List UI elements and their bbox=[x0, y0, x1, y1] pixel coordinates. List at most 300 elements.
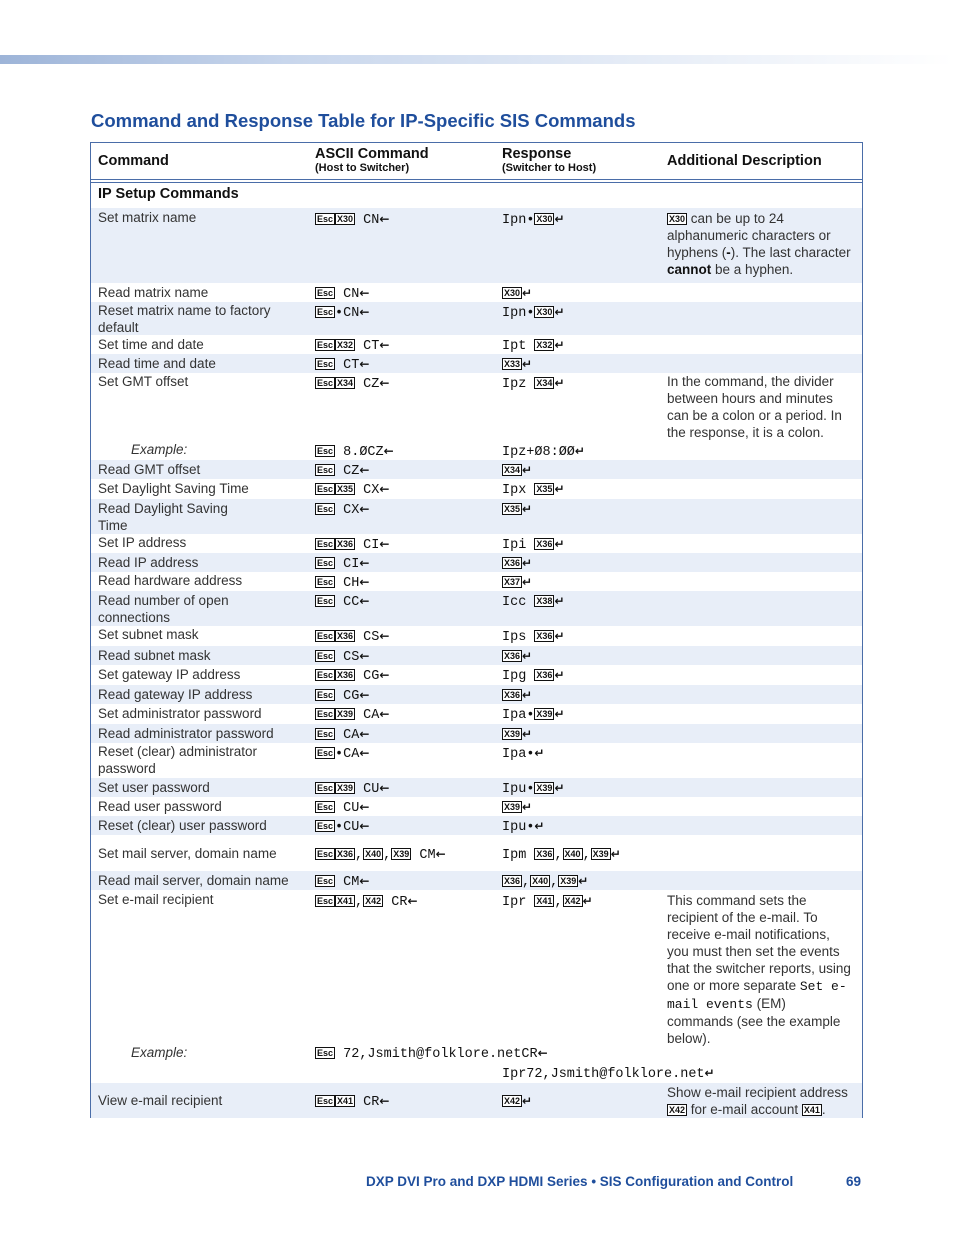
enter-arrow-icon: ← bbox=[359, 649, 370, 663]
variable-key: X36 bbox=[536, 849, 553, 859]
ascii-text: CZ bbox=[363, 377, 380, 392]
variable-key: X38 bbox=[536, 596, 553, 606]
ascii-command bbox=[315, 705, 389, 725]
return-arrow-icon: ↵ bbox=[522, 649, 533, 663]
ascii-text: CX bbox=[363, 483, 380, 498]
variable-key: X39 bbox=[393, 849, 410, 859]
variable-key: X42 bbox=[669, 1105, 686, 1115]
response-text bbox=[502, 336, 565, 356]
command-label: Set mail server, domain name bbox=[98, 846, 277, 861]
command-label: Read subnet mask bbox=[98, 648, 211, 663]
response-code: Ips bbox=[502, 630, 527, 645]
command-label: Set subnet mask bbox=[98, 627, 199, 642]
ascii-command bbox=[315, 374, 389, 394]
ascii-text: CX bbox=[343, 503, 360, 518]
space-bullet: • bbox=[526, 213, 535, 228]
ascii-text: CN bbox=[343, 287, 360, 302]
esc-key-icon: Esc bbox=[317, 378, 334, 388]
response-text bbox=[502, 355, 532, 375]
return-arrow-icon: ↵ bbox=[554, 594, 565, 608]
command-label: Reset (clear) user password bbox=[98, 818, 267, 833]
enter-arrow-icon: ← bbox=[359, 305, 370, 319]
variable-key: X32 bbox=[337, 340, 354, 350]
enter-arrow-icon: ← bbox=[359, 800, 370, 814]
command-label: Read hardware address bbox=[98, 573, 243, 588]
enter-arrow-icon: ← bbox=[379, 707, 390, 721]
response-code: Ipi bbox=[502, 538, 527, 553]
response-code: Ipu bbox=[502, 820, 527, 835]
space-bullet: • bbox=[526, 306, 535, 321]
description-text: can be up to 24 alphanumeric characters or hyphens ( bbox=[667, 211, 831, 260]
variable-key: X34 bbox=[536, 378, 553, 388]
table-row bbox=[91, 816, 862, 835]
table-row bbox=[91, 335, 862, 354]
response-text bbox=[502, 647, 532, 667]
variable-key: X40 bbox=[532, 876, 549, 886]
return-arrow-icon: ↵ bbox=[610, 847, 621, 861]
command-label: Set gateway IP address bbox=[98, 667, 241, 682]
table-row bbox=[91, 373, 862, 441]
enter-arrow-icon: ← bbox=[379, 482, 390, 496]
page-number: 69 bbox=[846, 1174, 862, 1189]
response-code: Ipn bbox=[502, 306, 527, 321]
section-title: IP Setup Commands bbox=[98, 186, 239, 202]
response-text bbox=[502, 1092, 532, 1112]
enter-arrow-icon: ← bbox=[359, 594, 370, 608]
esc-key-icon: Esc bbox=[317, 729, 334, 739]
response-text bbox=[502, 686, 532, 706]
esc-key-icon: Esc bbox=[317, 670, 334, 680]
response-text: Ipm X36 , X40 , X39 ↵ bbox=[502, 847, 621, 863]
ascii-command bbox=[315, 686, 369, 706]
variable-key: X37 bbox=[504, 577, 521, 587]
response-code: Ipm bbox=[502, 848, 527, 863]
description-hyphen: - bbox=[726, 245, 731, 260]
footer-title: DXP DVI Pro and DXP HDMI Series • SIS Configuration and Control bbox=[366, 1174, 794, 1189]
response-code: Ipr72,Jsmith@folklore.net bbox=[502, 1067, 705, 1082]
ascii-text: CR bbox=[391, 895, 408, 910]
command-label: Read time and date bbox=[98, 356, 216, 371]
variable-key: X39 bbox=[536, 709, 553, 719]
variable-key: X30 bbox=[669, 214, 686, 224]
command-label: Read IP address bbox=[98, 555, 199, 570]
table-row bbox=[91, 778, 862, 797]
esc-key-icon: Esc bbox=[317, 340, 334, 350]
variable-key: X36 bbox=[536, 670, 553, 680]
ascii-text: CH bbox=[343, 576, 360, 591]
command-label: Read matrix name bbox=[98, 285, 209, 300]
response-text bbox=[502, 1064, 715, 1084]
ascii-command bbox=[315, 303, 369, 323]
variable-key: X40 bbox=[365, 849, 382, 859]
return-arrow-icon: ↵ bbox=[534, 746, 545, 760]
description-command: Set e-mail events bbox=[667, 979, 847, 1012]
ascii-command bbox=[315, 872, 369, 892]
enter-arrow-icon: ← bbox=[379, 781, 390, 795]
return-arrow-icon: ↵ bbox=[522, 575, 533, 589]
response-text bbox=[502, 374, 565, 394]
table-row bbox=[91, 283, 862, 302]
table-row bbox=[91, 797, 862, 816]
response-code: Ipz bbox=[502, 377, 527, 392]
command-label: Read Daylight Saving Time bbox=[98, 501, 228, 533]
enter-arrow-icon: ← bbox=[379, 1094, 390, 1108]
command-label: Read number of open connections bbox=[98, 593, 229, 625]
response-text bbox=[502, 798, 532, 818]
ascii-text: CI bbox=[343, 557, 360, 572]
ascii-text: CR bbox=[363, 1095, 380, 1110]
table-row bbox=[91, 479, 862, 499]
variable-key: X30 bbox=[337, 214, 354, 224]
command-label: Read mail server, domain name bbox=[98, 873, 289, 888]
response-code: Ipg bbox=[502, 669, 527, 684]
esc-key-icon: Esc bbox=[317, 539, 334, 549]
enter-arrow-icon: ← bbox=[359, 819, 370, 833]
variable-key: X41 bbox=[337, 1096, 354, 1106]
return-arrow-icon: ↵ bbox=[554, 482, 565, 496]
ascii-text: CT bbox=[363, 339, 380, 354]
enter-arrow-icon: ← bbox=[359, 463, 370, 477]
enter-arrow-icon: ← bbox=[379, 212, 390, 226]
response-text bbox=[502, 744, 544, 764]
table-row bbox=[91, 724, 862, 743]
space-bullet: • bbox=[335, 306, 344, 321]
ascii-text: CU bbox=[343, 801, 360, 816]
esc-key-icon: Esc bbox=[317, 307, 334, 317]
response-code: Ipn bbox=[502, 213, 527, 228]
response-text: X36 , X40 , X39 ↵ bbox=[504, 874, 589, 890]
return-arrow-icon: ↵ bbox=[554, 212, 565, 226]
table-row bbox=[91, 591, 862, 626]
variable-key: X35 bbox=[337, 484, 354, 494]
variable-key: X36 bbox=[337, 631, 354, 641]
header-response bbox=[502, 146, 596, 174]
ascii-command bbox=[315, 336, 389, 356]
table-row bbox=[91, 626, 862, 646]
top-gradient-bar bbox=[0, 55, 954, 64]
variable-key: X32 bbox=[536, 340, 553, 350]
ascii-text: CZ bbox=[343, 464, 360, 479]
ascii-command bbox=[315, 461, 369, 481]
ascii-text: CT bbox=[343, 358, 360, 373]
variable-key: X34 bbox=[337, 378, 354, 388]
ascii-command bbox=[315, 480, 389, 500]
response-code: Icc bbox=[502, 595, 527, 610]
variable-key: X39 bbox=[337, 783, 354, 793]
ascii-command bbox=[315, 1092, 389, 1112]
variable-key: X36 bbox=[504, 690, 521, 700]
esc-key-icon: Esc bbox=[317, 876, 334, 886]
return-arrow-icon: ↵ bbox=[554, 338, 565, 352]
return-arrow-icon: ↵ bbox=[522, 800, 533, 814]
command-label: Set time and date bbox=[98, 337, 204, 352]
response-code: Ipz+Ø8:ØØ bbox=[502, 445, 575, 460]
command-label: Reset matrix name to factory default bbox=[98, 303, 271, 335]
return-arrow-icon: ↵ bbox=[554, 376, 565, 390]
table-row bbox=[91, 553, 862, 572]
ascii-text: CU bbox=[363, 782, 380, 797]
esc-key-icon: Esc bbox=[317, 465, 334, 475]
response-text bbox=[502, 779, 565, 799]
response-code: Ipu bbox=[502, 782, 527, 797]
response-text bbox=[502, 442, 585, 462]
response-text bbox=[502, 666, 565, 686]
command-label: Read gateway IP address bbox=[98, 687, 253, 702]
space-bullet: • bbox=[526, 708, 535, 723]
variable-key: X42 bbox=[365, 896, 382, 906]
response-text bbox=[502, 725, 532, 745]
ascii-command bbox=[315, 744, 369, 764]
description-text: . bbox=[821, 1102, 826, 1117]
enter-arrow-icon: ← bbox=[359, 746, 370, 760]
enter-arrow-icon: ← bbox=[359, 286, 370, 300]
command-label: Set GMT offset bbox=[98, 374, 189, 389]
ascii-text: CI bbox=[363, 538, 380, 553]
header-ascii-label: ASCII Command bbox=[315, 146, 429, 162]
response-code: Ipr bbox=[502, 895, 527, 910]
ascii-text: 8.ØCZ bbox=[343, 445, 384, 460]
variable-key: X36 bbox=[536, 539, 553, 549]
enter-arrow-icon: ← bbox=[379, 629, 390, 643]
variable-key: X34 bbox=[504, 465, 521, 475]
esc-key-icon: Esc bbox=[317, 690, 334, 700]
variable-key: X35 bbox=[504, 504, 521, 514]
ascii-text: CG bbox=[363, 669, 380, 684]
ascii-text: CN bbox=[343, 306, 360, 321]
enter-arrow-icon: ← bbox=[407, 894, 418, 908]
variable-key: X36 bbox=[504, 651, 521, 661]
return-arrow-icon: ↵ bbox=[554, 305, 565, 319]
esc-key-icon: Esc bbox=[317, 596, 334, 606]
space-bullet: • bbox=[526, 782, 535, 797]
variable-key: X39 bbox=[560, 876, 577, 886]
variable-key: X40 bbox=[564, 849, 581, 859]
header-ascii-sub: (Host to Switcher) bbox=[315, 162, 410, 174]
response-text bbox=[502, 817, 544, 837]
response-code: Ipx bbox=[502, 483, 527, 498]
ascii-command bbox=[315, 725, 369, 745]
return-arrow-icon: ↵ bbox=[522, 727, 533, 741]
header-response-sub: (Switcher to Host) bbox=[502, 162, 597, 174]
ascii-text: CN bbox=[363, 213, 380, 228]
ascii-command bbox=[315, 647, 369, 667]
variable-key: X42 bbox=[504, 1096, 521, 1106]
ascii-text: CS bbox=[343, 650, 360, 665]
table-row bbox=[91, 441, 862, 460]
command-table bbox=[90, 142, 863, 1118]
command-label: Reset (clear) administrator password bbox=[98, 744, 258, 776]
enter-arrow-icon: ← bbox=[359, 727, 370, 741]
enter-arrow-icon: ← bbox=[379, 376, 390, 390]
response-code: Ipt bbox=[502, 339, 527, 354]
ascii-text: CM bbox=[419, 848, 436, 863]
response-text bbox=[502, 284, 532, 304]
enter-arrow-icon: ← bbox=[435, 847, 446, 861]
return-arrow-icon: ↵ bbox=[554, 629, 565, 643]
table-row bbox=[91, 208, 862, 283]
description-text: This command sets the recipient of the e-mail. To receive e-mail notifications, you must then set the events that the switcher reports, using one or more separate bbox=[667, 893, 851, 993]
return-arrow-icon: ↵ bbox=[522, 556, 533, 570]
response-code: Ipa bbox=[502, 747, 527, 762]
description bbox=[667, 1084, 859, 1118]
return-arrow-icon: ↵ bbox=[554, 668, 565, 682]
description bbox=[667, 892, 851, 1047]
description-text: for e-mail account bbox=[690, 1102, 799, 1117]
command-label: Set administrator password bbox=[98, 706, 262, 721]
description-text: ). The last character bbox=[730, 245, 851, 260]
variable-key: X30 bbox=[536, 307, 553, 317]
description-text: Show e-mail recipient address bbox=[667, 1085, 848, 1100]
ascii-text: CM bbox=[343, 875, 360, 890]
enter-arrow-icon: ← bbox=[359, 575, 370, 589]
response-text: Ipr X41 , X42 ↵ bbox=[502, 894, 593, 910]
variable-key: X36 bbox=[536, 631, 553, 641]
table-row bbox=[91, 665, 862, 685]
table-row bbox=[91, 685, 862, 704]
esc-key-icon: Esc bbox=[317, 504, 334, 514]
space-bullet: • bbox=[335, 747, 344, 762]
page-title: Command and Response Table for IP-Specific SIS Commands bbox=[91, 110, 636, 131]
response-text bbox=[502, 535, 565, 555]
command-label: Set e-mail recipient bbox=[98, 892, 214, 907]
return-arrow-icon: ↵ bbox=[554, 781, 565, 795]
table-row bbox=[91, 534, 862, 553]
response-text bbox=[502, 573, 532, 593]
table-row bbox=[91, 572, 862, 591]
description: In the command, the divider between hours and minutes can be a colon or a period. In the response, it is a colon. bbox=[667, 374, 842, 440]
esc-key-icon: Esc bbox=[317, 783, 334, 793]
esc-key-icon: Esc bbox=[317, 359, 334, 369]
table-row bbox=[91, 835, 862, 871]
return-arrow-icon: ↵ bbox=[522, 357, 533, 371]
variable-key: X41 bbox=[536, 896, 553, 906]
ascii-command: Esc X36 , X40 , X39 CM← bbox=[317, 847, 446, 863]
return-arrow-icon: ↵ bbox=[522, 502, 533, 516]
table-row bbox=[91, 871, 862, 890]
esc-key-icon: Esc bbox=[317, 446, 334, 456]
esc-key-icon: Esc bbox=[317, 748, 334, 758]
variable-key: X41 bbox=[337, 896, 354, 906]
section-row bbox=[91, 184, 862, 208]
variable-key: X30 bbox=[504, 288, 521, 298]
response-code: Ipa bbox=[502, 708, 527, 723]
ascii-text: 72,Jsmith@folklore.netCR bbox=[343, 1047, 538, 1062]
esc-key-icon: Esc bbox=[317, 1096, 334, 1106]
esc-key-icon: Esc bbox=[317, 821, 334, 831]
header-ascii bbox=[315, 146, 429, 174]
table-row bbox=[91, 1083, 862, 1118]
description-emphasis: cannot bbox=[667, 262, 712, 277]
esc-key-icon: Esc bbox=[317, 214, 334, 224]
command-label: Read administrator password bbox=[98, 726, 274, 741]
variable-key: X39 bbox=[536, 783, 553, 793]
esc-key-icon: Esc bbox=[317, 896, 334, 906]
response-text bbox=[502, 592, 565, 612]
ascii-text: CG bbox=[343, 689, 360, 704]
return-arrow-icon: ↵ bbox=[554, 537, 565, 551]
variable-key: X39 bbox=[504, 729, 521, 739]
variable-key: X36 bbox=[504, 876, 521, 886]
ascii-command bbox=[315, 592, 369, 612]
return-arrow-icon: ↵ bbox=[522, 286, 533, 300]
enter-arrow-icon: ← bbox=[359, 688, 370, 702]
header-response-label: Response bbox=[502, 146, 572, 162]
esc-key-icon: Esc bbox=[317, 651, 334, 661]
table-row bbox=[91, 743, 862, 778]
enter-arrow-icon: ← bbox=[383, 444, 394, 458]
ascii-command bbox=[315, 500, 369, 520]
variable-key: X39 bbox=[592, 849, 609, 859]
response-text bbox=[502, 554, 532, 574]
command-label: Read GMT offset bbox=[98, 462, 201, 477]
variable-key: X30 bbox=[536, 214, 553, 224]
ascii-command bbox=[315, 355, 369, 375]
command-label: Set user password bbox=[98, 780, 210, 795]
ascii-command bbox=[315, 442, 394, 462]
ascii-command bbox=[315, 798, 369, 818]
esc-key-icon: Esc bbox=[317, 577, 334, 587]
esc-key-icon: Esc bbox=[317, 631, 334, 641]
ascii-text: CS bbox=[363, 630, 380, 645]
space-bullet: • bbox=[526, 820, 535, 835]
esc-key-icon: Esc bbox=[317, 558, 334, 568]
ascii-command bbox=[315, 554, 369, 574]
enter-arrow-icon: ← bbox=[379, 338, 390, 352]
ascii-command bbox=[315, 210, 389, 230]
ascii-command bbox=[315, 627, 389, 647]
space-bullet: • bbox=[526, 747, 535, 762]
ascii-text: CA bbox=[363, 708, 380, 723]
description-text: (EM) commands (see the example below). bbox=[667, 996, 841, 1046]
variable-key: X36 bbox=[337, 849, 354, 859]
ascii-command bbox=[315, 535, 389, 555]
header-description: Additional Description bbox=[667, 153, 822, 169]
table-row bbox=[91, 354, 862, 373]
variable-key: X36 bbox=[504, 558, 521, 568]
table-row bbox=[91, 460, 862, 479]
description-text: be a hyphen. bbox=[715, 262, 794, 277]
variable-key: X42 bbox=[564, 896, 581, 906]
return-arrow-icon: ↵ bbox=[522, 688, 533, 702]
return-arrow-icon: ↵ bbox=[574, 444, 585, 458]
return-arrow-icon: ↵ bbox=[534, 819, 545, 833]
example-label: Example: bbox=[131, 442, 188, 457]
esc-key-icon: Esc bbox=[317, 288, 334, 298]
return-arrow-icon: ↵ bbox=[578, 874, 589, 888]
variable-key: X35 bbox=[536, 484, 553, 494]
ascii-text: CA bbox=[343, 728, 360, 743]
variable-key: X36 bbox=[337, 539, 354, 549]
return-arrow-icon: ↵ bbox=[522, 1094, 533, 1108]
example-label: Example: bbox=[131, 1045, 188, 1060]
table-row bbox=[91, 499, 862, 534]
variable-key: X39 bbox=[337, 709, 354, 719]
esc-key-icon: Esc bbox=[317, 709, 334, 719]
response-text bbox=[502, 500, 532, 520]
variable-key: X39 bbox=[504, 802, 521, 812]
command-label: Set Daylight Saving Time bbox=[98, 481, 249, 496]
variable-key: X36 bbox=[337, 670, 354, 680]
enter-arrow-icon: ← bbox=[379, 668, 390, 682]
esc-key-icon: Esc bbox=[317, 1048, 334, 1058]
command-label: Read user password bbox=[98, 799, 222, 814]
table-row bbox=[91, 646, 862, 665]
enter-arrow-icon: ← bbox=[359, 357, 370, 371]
response-text bbox=[502, 705, 565, 725]
command-label: Set IP address bbox=[98, 535, 187, 550]
response-text bbox=[502, 480, 565, 500]
ascii-command bbox=[315, 284, 369, 304]
